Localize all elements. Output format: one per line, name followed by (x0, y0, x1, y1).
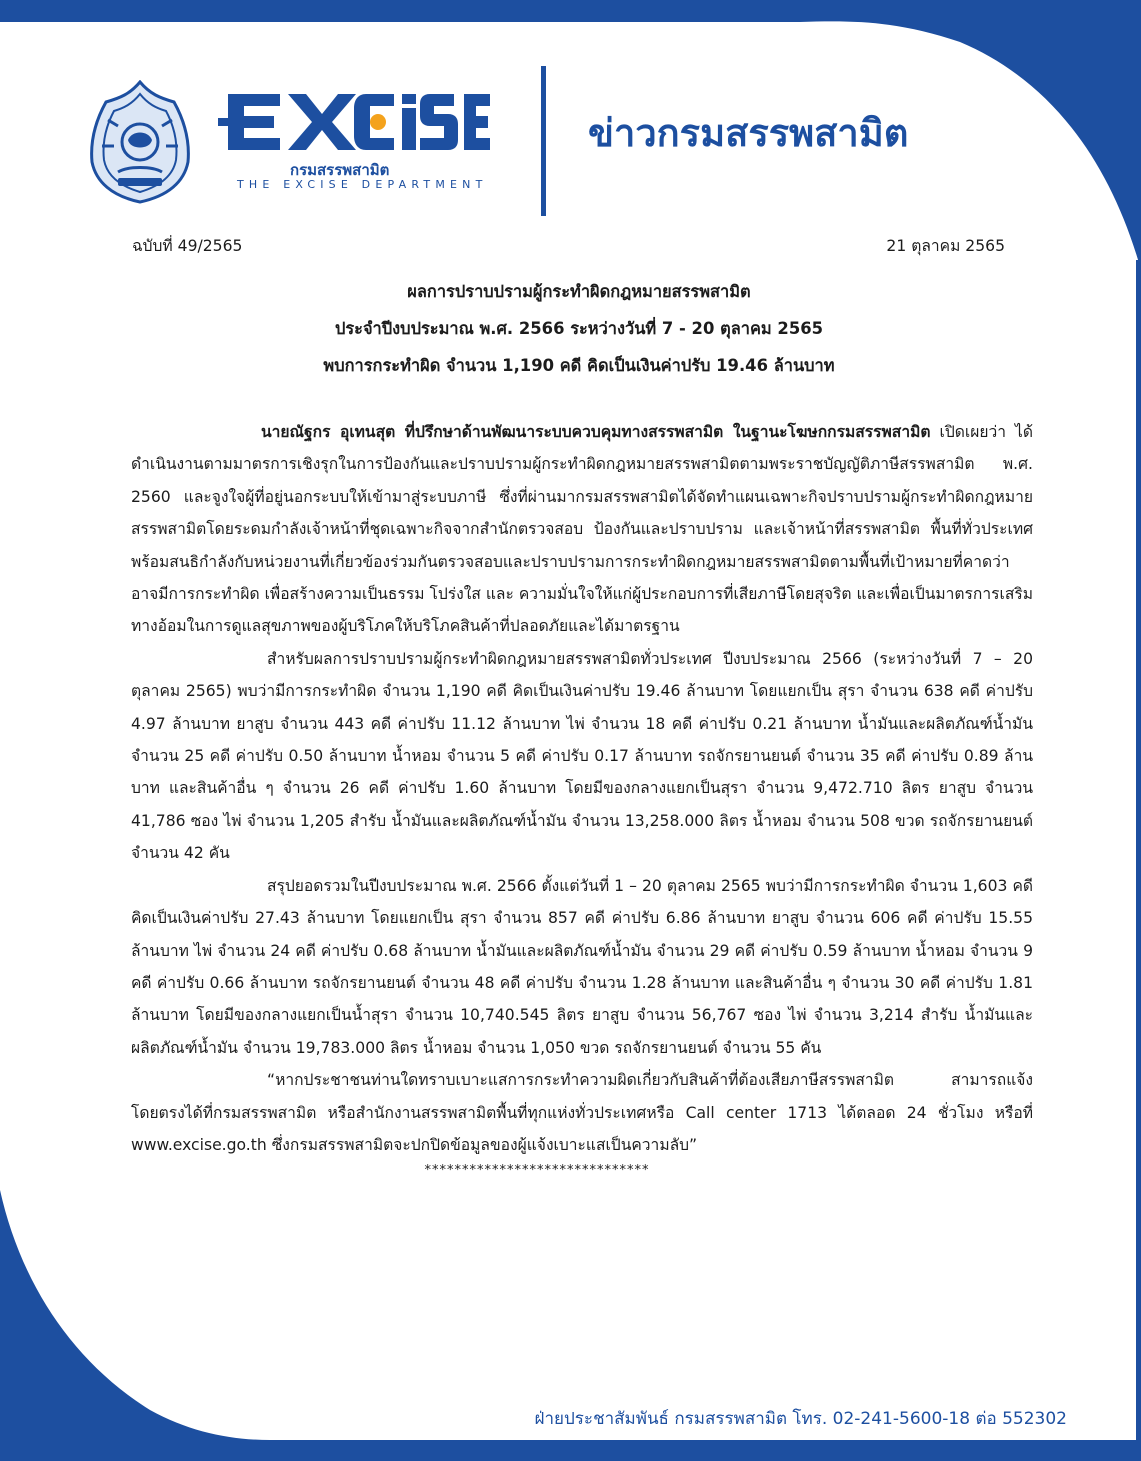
excise-seal-emblem (88, 80, 192, 204)
issue-number: ฉบับที่ 49/2565 (132, 237, 243, 255)
header-divider (541, 66, 546, 216)
meta-row (131, 230, 1033, 262)
headline (125, 273, 1033, 384)
paragraph-2: สำหรับผลการปราบปรามผู้กระทำผิดกฎหมายสรรพสามิตทั่วประเทศ ปีงบประมาณ 2566 (ระหว่างวันที่ 7 – 20 ตุลาคม 2565) พบว่ามีการกระทำผิด จำนวน 1,190 คดี คิดเป็นเงินค่าปรับ 19.46 ล้านบาท โดยแยกเป็น สุรา จำนวน 638 คดี ค่าปรับ 4.97 ล้านบาท ยาสูบ จำนวน 443 คดี ค่าปรับ 11.12 ล้านบาท ไพ่ จำนวน 18 คดี ค่าปรับ 0.21 ล้านบาท น้ำมันและผลิตภัณฑ์น้ำมัน จำนวน 25 คดี ค่าปรับ 0.50 ล้านบาท น้ำหอม จำนวน 5 คดี ค่าปรับ 0.17 ล้านบาท รถจักรยานยนต์ จำนวน 35 คดี ค่าปรับ 0.89 ล้านบาท และสินค้าอื่น ๆ จำนวน 26 คดี ค่าปรับ 1.60 ล้านบาท โดยมีของกลางแยกเป็นสุรา จำนวน 9,472.710 ลิตร ยาสูบ จำนวน 41,786 ซอง ไพ่ จำนวน 1,205 สำรับ น้ำมันและผลิตภัณฑ์น้ำมัน จำนวน 13,258.000 ลิตร น้ำหอม จำนวน 508 ขวด รถจักรยานยนต์ จำนวน 42 คัน (131, 649, 1033, 863)
news-title: ข่าวกรมสรรพสามิต (588, 111, 909, 155)
headline-line-1: ผลการปราบปรามผู้กระทำผิดกฎหมายสรรพสามิต (407, 282, 751, 301)
spokesperson-name: นายณัฐกร อุเทนสุต ที่ปรึกษาด้านพัฒนาระบบควบคุมทางสรรพสามิต ในฐานะโฆษกกรมสรรพสามิต (261, 423, 931, 441)
paragraph-1-text: เปิดเผยว่า ได้ดำเนินงานตามมาตรการเชิงรุกในการป้องกันและปราบปรามผู้กระทำผิดกฎหมายสรรพสามิตตามพระราชบัญญัติภาษีสรรพสามิต พ.ศ. 2560 และจูงใจผู้ที่อยู่นอกระบบให้เข้ามาสู่ระบบภาษี ซึ่งที่ผ่านมากรมสรรพสามิตได้จัดทำแผนเฉพาะกิจปราบปรามผู้กระทำผิดกฎหมายสรรพสามิตโดยระดมกำลังเจ้าหน้าที่ชุดเฉพาะกิจจากสำนักตรวจสอบ ป้องกันและปราบปราม และเจ้าหน้าที่สรรพสามิต พื้นที่ทั่วประเทศพร้อมสนธิกำลังกับหน่วยงานที่เกี่ยวข้องร่วมกันตรวจสอบและปราบปรามการกระทำผิดกฎหมายสรรพสามิตตามพื้นที่เป้าหมายที่คาดว่าอาจมีการกระทำผิด เพื่อสร้างความเป็นธรรม โปร่งใส และ ความมั่นใจให้แก่ผู้ประกอบการที่เสียภาษีโดยสุจริต และเพื่อเป็นมาตรการเสริมทางอ้อมในการดูแลสุขภาพของผู้บริโภคให้บริโภคสินค้าที่ปลอดภัยและได้มาตรฐาน (131, 423, 1033, 636)
paragraph-3: สรุปยอดรวมในปีงบประมาณ พ.ศ. 2566 ตั้งแต่วันที่ 1 – 20 ตุลาคม 2565 พบว่ามีการกระทำผิด จำนวน 1,603 คดี คิดเป็นเงินค่าปรับ 27.43 ล้านบาท โดยแยกเป็น สุรา จำนวน 857 คดี ค่าปรับ 6.86 ล้านบาท ยาสูบ จำนวน 606 คดี ค่าปรับ 15.55 ล้านบาท ไพ่ จำนวน 24 คดี ค่าปรับ 0.68 ล้านบาท น้ำมันและผลิตภัณฑ์น้ำมัน จำนวน 29 คดี ค่าปรับ 0.59 ล้านบาท น้ำหอม จำนวน 9 คดี ค่าปรับ 0.66 ล้านบาท รถจักรยานยนต์ จำนวน 48 คดี ค่าปรับ จำนวน 1.28 ล้านบาท และสินค้าอื่น ๆ จำนวน 30 คดี ค่าปรับ 1.81 ล้านบาท โดยมีของกลางแยกเป็นน้ำสุรา จำนวน 10,740.545 ลิตร ยาสูบ จำนวน 56,767 ซอง ไพ่ จำนวน 3,214 สำรับ น้ำมันและผลิตภัณฑ์น้ำมัน จำนวน 19,783.000 ลิตร น้ำหอม จำนวน 1,050 ขวด รถจักรยานยนต์ จำนวน 55 คัน (131, 876, 1033, 1057)
headline-line-3: พบการกระทำผิด จำนวน 1,190 คดี คิดเป็นเงินค่าปรับ 19.46 ล้านบาท (323, 356, 835, 375)
logo-subtitle-thai: กรมสรรพสามิต (290, 161, 390, 179)
paragraph-1 (131, 416, 1033, 643)
header (0, 0, 1141, 230)
headline-line-2: ประจำปีงบประมาณ พ.ศ. 2566 ระหว่างวันที่ 7 - 20 ตุลาคม 2565 (334, 319, 824, 338)
issue-date: 21 ตุลาคม 2565 (886, 237, 1005, 255)
paragraph-4: “หากประชาชนท่านใดทราบเบาะแสการกระทำความผิดเกี่ยวกับสินค้าที่ต้องเสียภาษีสรรพสามิต สามารถแจ้งโดยตรงได้ที่กรมสรรพสามิต หรือสำนักงานสรรพสามิตพื้นที่ทุกแห่งทั่วประเทศหรือ Call center 1713 ได้ตลอด 24 ชั่วโมง หรือที่ www.excise.go.th ซึ่งกรมสรรพสามิตจะปกปิดข้อมูลของผู้แจ้งเบาะแสเป็นความลับ” (131, 1071, 1033, 1154)
logo-subtitle-english: THE EXCISE DEPARTMENT (237, 178, 488, 191)
right-edge-line (1136, 260, 1141, 1460)
end-stars-divider: ****************************** (424, 1163, 650, 1179)
excise-logo-wordmark (218, 86, 490, 158)
footer-contact: ฝ่ายประชาสัมพันธ์ กรมสรรพสามิต โทร. 02-241-5600-18 ต่อ 552302 (534, 1409, 1067, 1429)
document-body (131, 230, 1033, 1179)
